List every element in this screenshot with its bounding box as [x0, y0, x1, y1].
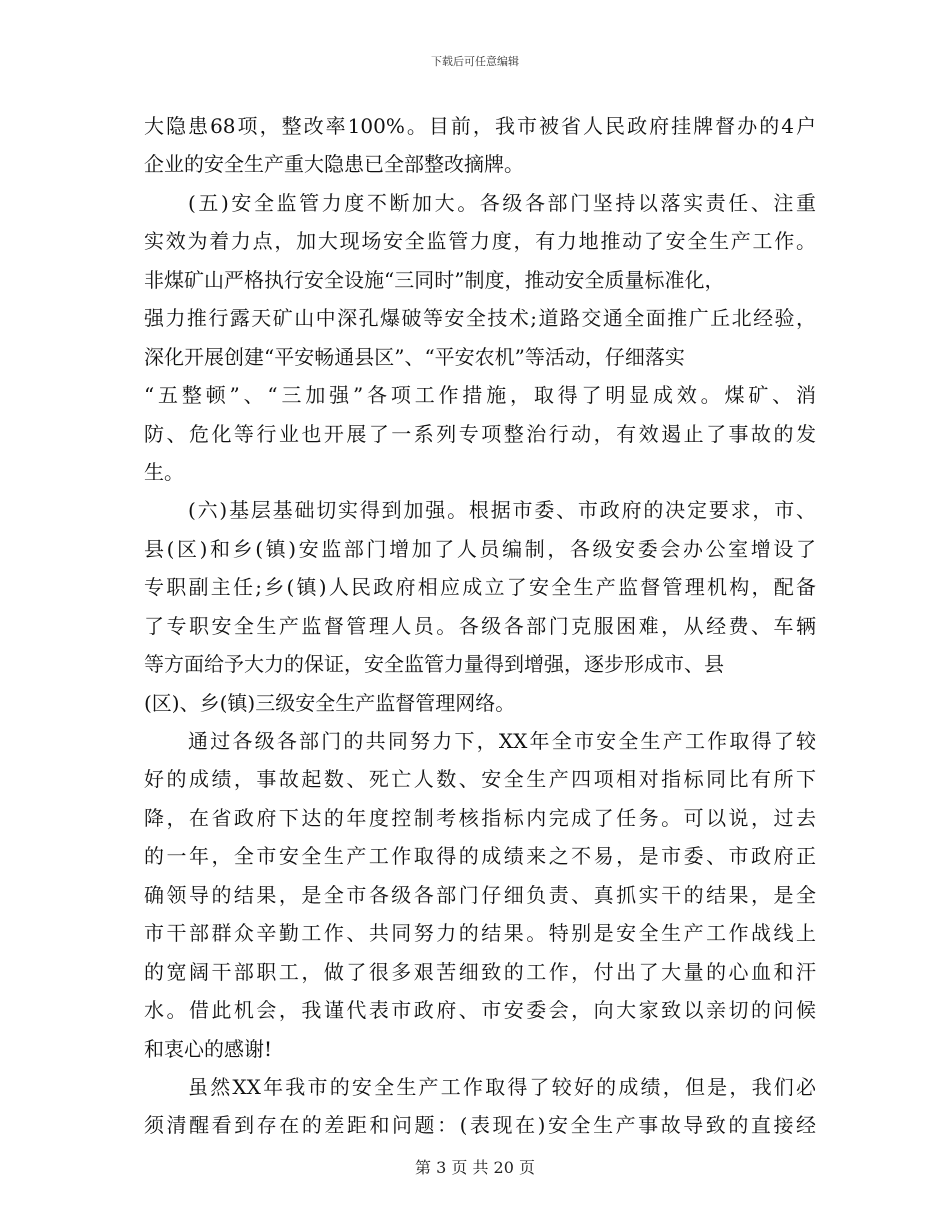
body-line: 防、危化等行业也开展了一系列专项整治行动，有效遏止了事故的发 [144, 421, 816, 446]
body-line: “五整顿”、“三加强”各项工作措施，取得了明显成效。煤矿、消 [144, 383, 816, 408]
body-line: 市干部群众辛勤工作、共同努力的结果。特别是安全生产工作战线上 [144, 921, 816, 946]
body-line: 实效为着力点，加大现场安全监管力度，有力地推动了安全生产工作。 [144, 229, 816, 254]
body-line: 生。 [144, 459, 184, 484]
document-body [144, 107, 816, 1145]
body-line: 等方面给予大力的保证，安全监管力量得到增强，逐步形成市、县 [144, 652, 724, 677]
page-header-note: 下载后可任意编辑 [431, 55, 519, 68]
body-line: 专职副主任;乡(镇)人民政府相应成立了安全生产监督管理机构，配备 [144, 575, 816, 600]
body-line: 好的成绩，事故起数、死亡人数、安全生产四项相对指标同比有所下 [144, 767, 816, 792]
body-line: 通过各级各部门的共同努力下，XX年全市安全生产工作取得了较 [188, 729, 816, 753]
body-line: 的宽阔干部职工，做了很多艰苦细致的工作，付出了大量的心血和汗 [144, 959, 816, 984]
body-line: 水。借此机会，我谨代表市政府、市安委会，向大家致以亲切的问候 [144, 998, 816, 1023]
body-line: 虽然XX年我市的安全生产工作取得了较好的成绩，但是，我们必 [188, 1074, 816, 1099]
body-line: 和衷心的感谢! [144, 1036, 273, 1061]
body-line: 确领导的结果，是全市各级各部门仔细负责、真抓实干的结果，是全 [144, 882, 816, 907]
body-line: (区)、乡(镇)三级安全生产监督管理网络。 [144, 690, 516, 715]
body-line: 了专职安全生产监督管理人员。各级各部门克服困难，从经费、车辆 [144, 613, 816, 638]
body-line: 的一年，全市安全生产工作取得的成绩来之不易，是市委、市政府正 [144, 844, 816, 869]
body-line: 非煤矿山严格执行安全设施“三同时”制度，推动安全质量标准化， [144, 267, 725, 292]
body-line: 企业的安全生产重大隐患已全部整改摘牌。 [144, 152, 524, 177]
paragraph-heading-6: (六)基层基础切实得到加强。根据市委、市政府的决定要求，市、 [188, 498, 816, 523]
paragraph-heading-5: (五)安全监管力度不断加大。各级各部门坚持以落实责任、注重 [188, 190, 816, 215]
body-line: 须清醒看到存在的差距和问题：(表现在)安全生产事故导致的直接经 [144, 1113, 816, 1138]
body-line: 强力推行露天矿山中深孔爆破等安全技术;道路交通全面推广丘北经验， [144, 306, 816, 331]
page-number: 第 3 页 共 20 页 [415, 1158, 535, 1177]
body-line: 降，在省政府下达的年度控制考核指标内完成了任务。可以说，过去 [144, 805, 816, 830]
body-line: 大隐患68项，整改率100%。目前，我市被省人民政府挂牌督办的4户 [144, 114, 816, 138]
body-line: 深化开展创建“平安畅通县区”、“平安农机”等活动，仔细落实 [144, 344, 685, 369]
body-line: 县(区)和乡(镇)安监部门增加了人员编制，各级安委会办公室增设了 [144, 536, 816, 561]
